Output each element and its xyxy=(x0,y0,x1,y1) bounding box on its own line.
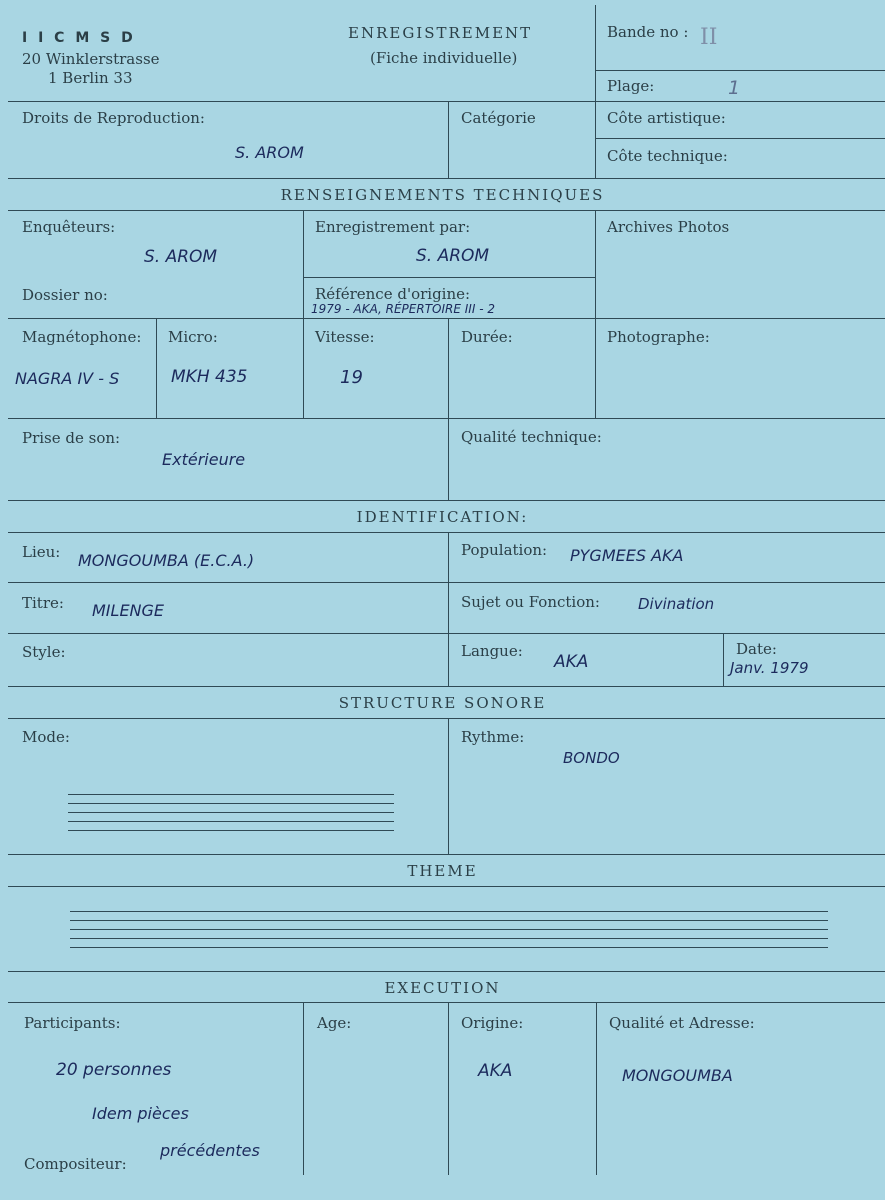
rythme-label: Rythme: xyxy=(461,728,525,746)
rule xyxy=(8,886,885,887)
form-subtitle: (Fiche individuelle) xyxy=(370,49,518,67)
rule xyxy=(448,718,449,854)
magnetophone-value: NAGRA IV - S xyxy=(15,369,120,388)
rule xyxy=(8,532,885,533)
rule xyxy=(8,582,885,583)
magnetophone-label: Magnétophone: xyxy=(22,328,142,346)
rule xyxy=(8,686,885,687)
rule xyxy=(596,1002,597,1175)
participants-note-2: précédentes xyxy=(160,1141,260,1160)
rule xyxy=(8,101,885,102)
mode-label: Mode: xyxy=(22,728,70,746)
participants-note-1: Idem pièces xyxy=(92,1104,189,1123)
vitesse-value: 19 xyxy=(340,367,363,388)
langue-value: AKA xyxy=(554,652,589,672)
compositeur-label: Compositeur: xyxy=(24,1155,127,1173)
titre-label: Titre: xyxy=(22,594,64,612)
rule xyxy=(595,5,596,178)
rule xyxy=(8,971,885,972)
mode-staff-line xyxy=(68,812,394,813)
population-value: PYGMEES AKA xyxy=(570,546,684,565)
rule xyxy=(8,500,885,501)
micro-value: MKH 435 xyxy=(171,367,248,387)
sujet-label: Sujet ou Fonction: xyxy=(461,593,600,611)
rule xyxy=(595,210,596,418)
rule xyxy=(8,1002,885,1003)
rule xyxy=(723,633,724,686)
theme-staff-line xyxy=(70,911,828,912)
duree-label: Durée: xyxy=(461,328,513,346)
enqueteurs-value: S. AROM xyxy=(144,247,218,267)
origine-label: Origine: xyxy=(461,1014,524,1032)
lieu-value: MONGOUMBA (E.C.A.) xyxy=(78,551,255,570)
address-line-2: 1 Berlin 33 xyxy=(48,69,133,87)
origine-value: AKA xyxy=(478,1061,513,1081)
archives-photos-label: Archives Photos xyxy=(607,218,730,236)
reference-label: Référence d'origine: xyxy=(315,285,471,303)
rule xyxy=(448,532,449,686)
reference-value: 1979 - AKA, RÉPERTOIRE III - 2 xyxy=(311,302,495,316)
rule xyxy=(8,854,885,855)
participants-label: Participants: xyxy=(24,1014,121,1032)
theme-staff-line xyxy=(70,920,828,921)
style-label: Style: xyxy=(22,643,66,661)
rule xyxy=(448,101,449,178)
theme-staff-line xyxy=(70,938,828,939)
cote-artistique-label: Côte artistique: xyxy=(607,109,726,127)
rule xyxy=(448,1002,449,1175)
rule xyxy=(303,210,304,418)
rule xyxy=(448,318,449,500)
cote-technique-label: Côte technique: xyxy=(607,147,728,165)
rule xyxy=(8,633,885,634)
enregistrement-par-label: Enregistrement par: xyxy=(315,218,471,236)
enqueteurs-label: Enquêteurs: xyxy=(22,218,116,236)
mode-staff-line xyxy=(68,830,394,831)
bande-label: Bande no : xyxy=(607,23,689,41)
section-structure-title: STRUCTURE SONORE xyxy=(338,694,547,712)
rythme-value: BONDO xyxy=(563,749,620,767)
sujet-value: Divination xyxy=(638,595,715,613)
rule xyxy=(156,318,157,418)
rule xyxy=(595,138,885,139)
prise-de-son-label: Prise de son: xyxy=(22,429,121,447)
rule xyxy=(303,1002,304,1175)
qualite-adresse-label: Qualité et Adresse: xyxy=(609,1014,755,1032)
theme-staff-line xyxy=(70,947,828,948)
photographe-label: Photographe: xyxy=(607,328,710,346)
qualite-adresse-value: MONGOUMBA xyxy=(622,1066,733,1085)
rule xyxy=(8,210,885,211)
plage-value: 1 xyxy=(728,77,741,99)
mode-staff-line xyxy=(68,803,394,804)
rule xyxy=(8,418,885,419)
participants-value: 20 personnes xyxy=(56,1060,172,1080)
titre-value: MILENGE xyxy=(92,601,165,620)
rule xyxy=(595,70,885,71)
section-technical-title: RENSEIGNEMENTS TECHNIQUES xyxy=(280,186,605,204)
vitesse-label: Vitesse: xyxy=(315,328,375,346)
population-label: Population: xyxy=(461,541,548,559)
institute-name: I I C M S D xyxy=(22,30,136,46)
rule xyxy=(303,277,595,278)
rule xyxy=(8,178,885,179)
plage-label: Plage: xyxy=(607,77,655,95)
form-title: ENREGISTREMENT xyxy=(348,24,533,42)
address-line-1: 20 Winklerstrasse xyxy=(22,50,160,68)
prise-de-son-value: Extérieure xyxy=(162,450,246,469)
date-label: Date: xyxy=(736,640,777,658)
mode-staff-line xyxy=(68,794,394,795)
categorie-label: Catégorie xyxy=(461,109,536,127)
micro-label: Micro: xyxy=(168,328,218,346)
qualite-technique-label: Qualité technique: xyxy=(461,428,602,446)
droits-value: S. AROM xyxy=(235,143,304,162)
enregistrement-par-value: S. AROM xyxy=(416,246,490,266)
bande-value: II xyxy=(700,25,718,50)
lieu-label: Lieu: xyxy=(22,543,61,561)
rule xyxy=(8,318,885,319)
age-label: Age: xyxy=(317,1014,352,1032)
section-theme-title: THEME xyxy=(407,862,478,880)
langue-label: Langue: xyxy=(461,642,523,660)
date-value: Janv. 1979 xyxy=(730,659,809,677)
section-execution-title: EXECUTION xyxy=(384,979,501,997)
mode-staff-line xyxy=(68,821,394,822)
droits-label: Droits de Reproduction: xyxy=(22,109,205,127)
dossier-label: Dossier no: xyxy=(22,286,108,304)
theme-staff-line xyxy=(70,929,828,930)
section-identification-title: IDENTIFICATION: xyxy=(356,508,529,526)
rule xyxy=(8,718,885,719)
